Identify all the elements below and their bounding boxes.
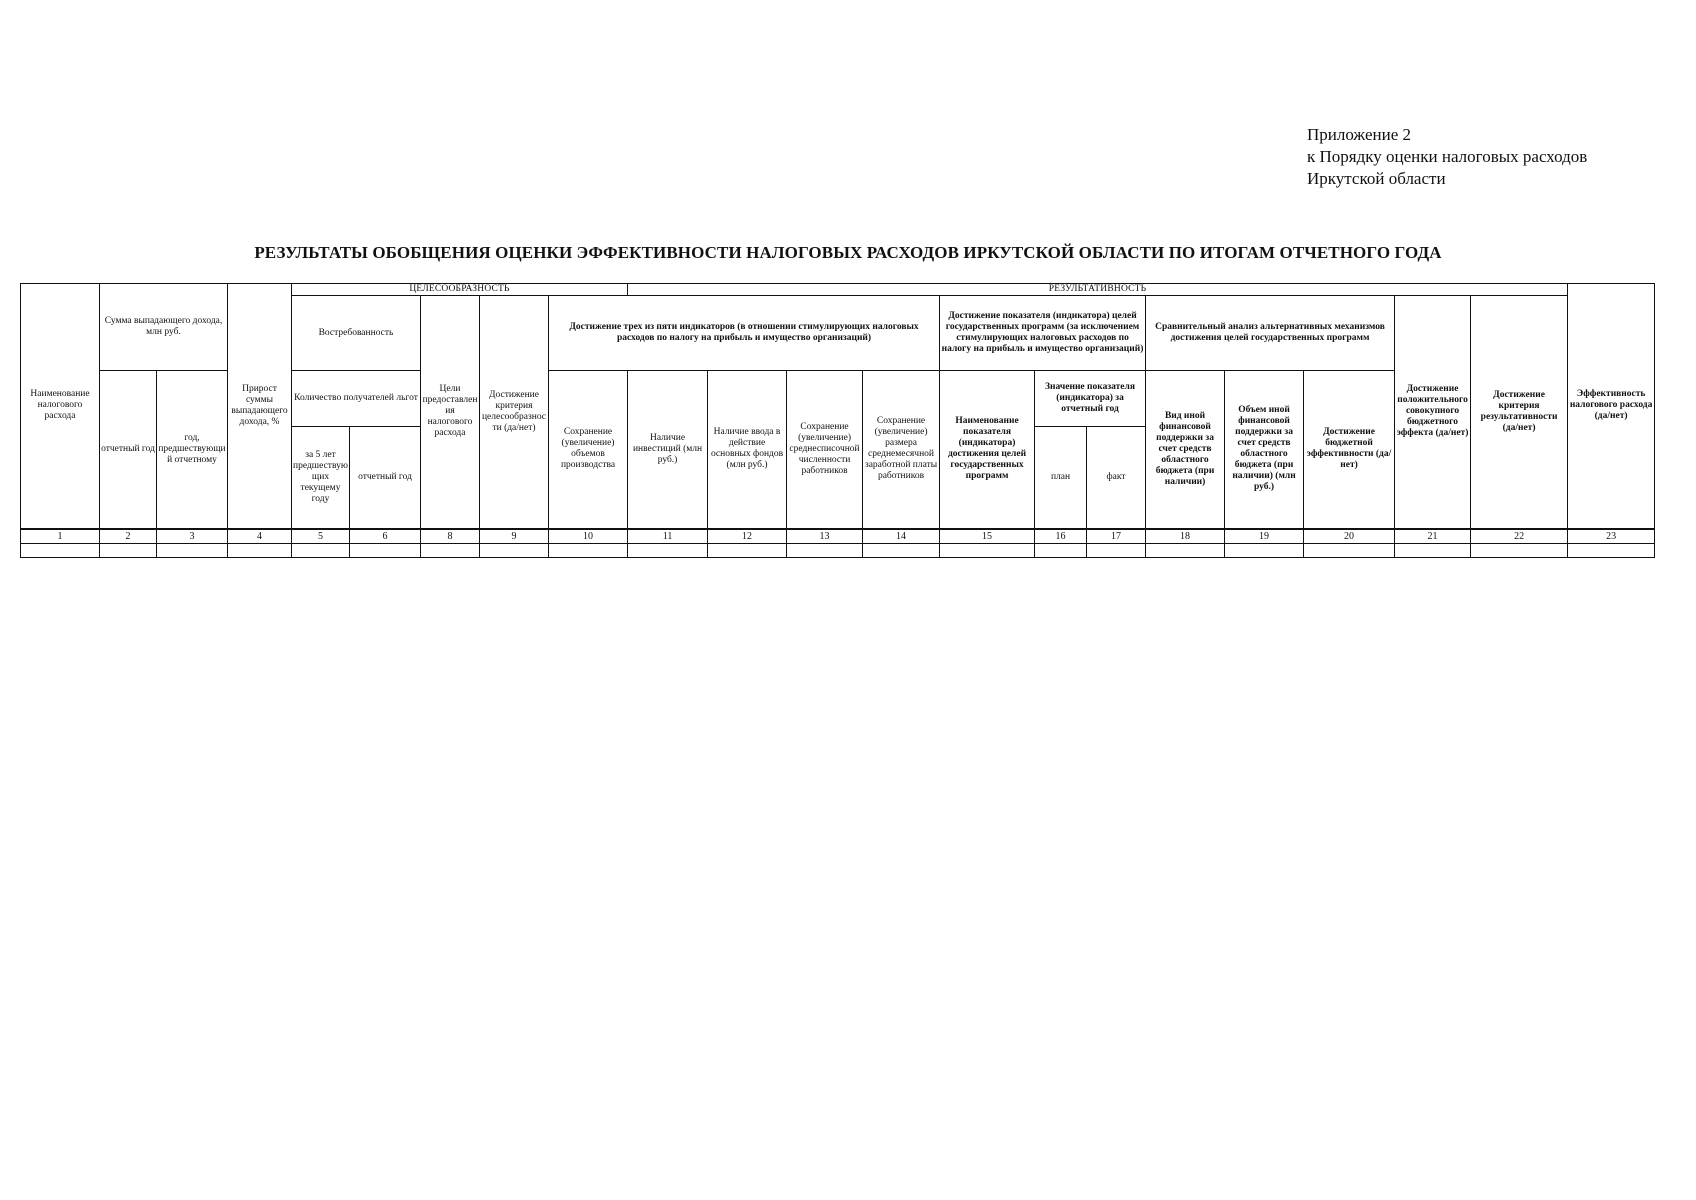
header-previous-year: год, предшествующий отчетному [157,371,228,529]
col-num: 6 [350,529,421,544]
col-num: 1 [21,529,100,544]
header-state-programs: Достижение показателя (индикатора) целей государственных программ (за исключением стимулирующих налоговых расходов по налогу на прибыль и имущество организаций) [940,296,1146,371]
empty-cell [940,543,1035,557]
header-name: Наименование налогового расхода [21,284,100,529]
appendix-line-1: Приложение 2 [1307,125,1411,144]
column-numbers-row [21,529,1655,544]
header-headcount: Сохранение (увеличение) среднесписочной численности работников [787,371,863,529]
empty-cell [228,543,292,557]
header-five-years: за 5 лет предшествующих текущему году [292,427,350,529]
header-production: Сохранение (увеличение) объемов производства [549,371,628,529]
col-num: 15 [940,529,1035,544]
empty-cell [421,543,480,557]
results-table [20,283,1655,558]
col-num: 17 [1087,529,1146,544]
empty-cell [350,543,421,557]
header-recipients-reporting-year: отчетный год [350,427,421,529]
empty-cell [100,543,157,557]
col-num: 21 [1395,529,1471,544]
col-num: 12 [708,529,787,544]
header-salary: Сохранение (увеличение) размера среднемесячной заработной платы работников [863,371,940,529]
col-num: 10 [549,529,628,544]
appendix-line-3: Иркутской области [1307,169,1446,188]
col-num: 22 [1471,529,1568,544]
document-title: РЕЗУЛЬТАТЫ ОБОБЩЕНИЯ ОЦЕНКИ ЭФФЕКТИВНОСТИ НАЛОГОВЫХ РАСХОДОВ ИРКУТСКОЙ ОБЛАСТИ ПО ИТОГАМ ОТЧЕТНОГО ГОДА [254,243,1442,262]
col-num: 16 [1035,529,1087,544]
empty-cell [292,543,350,557]
header-growth: Прирост суммы выпадающего дохода, % [228,284,292,529]
col-num: 5 [292,529,350,544]
header-indicator-value: Значение показателя (индикатора) за отчетный год [1035,371,1146,427]
col-num: 8 [421,529,480,544]
header-expediency-criterion: Достижение критерия целесообразности (да/нет) [480,296,549,529]
empty-cell [1568,543,1655,557]
empty-cell [1146,543,1225,557]
empty-cell [480,543,549,557]
col-num: 2 [100,529,157,544]
header-plan: план [1035,427,1087,529]
empty-cell [708,543,787,557]
header-effectiveness-criterion: Достижение критерия результативности (да/нет) [1471,296,1568,529]
header-budget-efficiency: Достижение бюджетной эффективности (да/нет) [1304,371,1395,529]
header-support-volume: Объем иной финансовой поддержки за счет средств областного бюджета (при наличии) (млн руб.) [1225,371,1304,529]
header-support-type: Вид иной финансовой поддержки за счет средств областного бюджета (при наличии) [1146,371,1225,529]
empty-cell [1035,543,1087,557]
header-reporting-year: отчетный год [100,371,157,529]
col-num: 11 [628,529,708,544]
empty-cell [157,543,228,557]
col-num: 20 [1304,529,1395,544]
header-lost-income: Сумма выпадающего дохода, млн руб. [100,284,228,371]
appendix-line-2: к Порядку оценки налоговых расходов [1307,147,1588,166]
col-num: 19 [1225,529,1304,544]
header-positive-effect: Достижение положительного совокупного бюджетного эффекта (да/нет) [1395,296,1471,529]
col-num: 18 [1146,529,1225,544]
header-fixed-assets: Наличие ввода в действие основных фондов (млн руб.) [708,371,787,529]
empty-cell [1471,543,1568,557]
col-num: 13 [787,529,863,544]
header-recipients: Количество получателей льгот [292,371,421,427]
appendix-note [1307,124,1587,190]
header-goals: Цели предоставления налогового расхода [421,296,480,529]
header-comparative: Сравнительный анализ альтернативных механизмов достижения целей государственных программ [1146,296,1395,371]
empty-cell [1304,543,1395,557]
header-efficiency: Эффективность налогового расхода (да/нет) [1568,284,1655,529]
empty-cell [1395,543,1471,557]
section-effectiveness: РЕЗУЛЬТАТИВНОСТЬ [628,284,1568,296]
header-fact: факт [1087,427,1146,529]
header-three-of-five: Достижение трех из пяти индикаторов (в отношении стимулирующих налоговых расходов по налогу на прибыль и имущество организаций) [549,296,940,371]
header-investments: Наличие инвестиций (млн руб.) [628,371,708,529]
header-demand: Востребованность [292,296,421,371]
col-num: 9 [480,529,549,544]
col-num: 23 [1568,529,1655,544]
empty-cell [863,543,940,557]
empty-cell [549,543,628,557]
empty-cell [1087,543,1146,557]
col-num: 3 [157,529,228,544]
section-expediency: ЦЕЛЕСООБРАЗНОСТЬ [292,284,628,296]
empty-cell [21,543,100,557]
header-indicator-name: Наименование показателя (индикатора) достижения целей государственных программ [940,371,1035,529]
empty-cell [1225,543,1304,557]
empty-cell [787,543,863,557]
col-num: 4 [228,529,292,544]
table-row [21,543,1655,557]
empty-cell [628,543,708,557]
col-num: 14 [863,529,940,544]
